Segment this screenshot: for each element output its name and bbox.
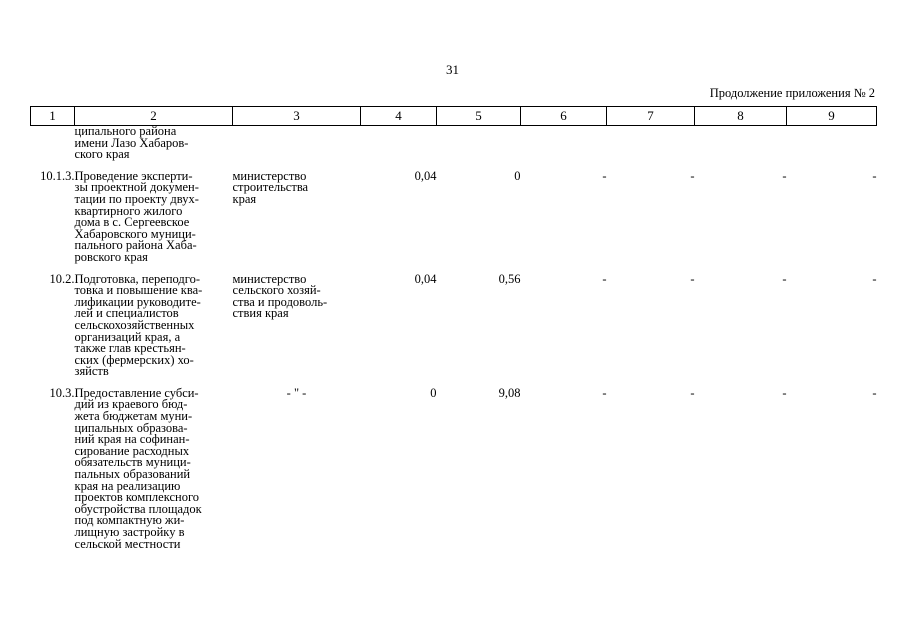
- table-row: [31, 378, 877, 550]
- executor-line: министерство: [232, 168, 307, 183]
- row-description: [75, 161, 233, 264]
- row-executor: [233, 161, 361, 264]
- value-6: -: [602, 168, 607, 183]
- value-8: -: [782, 168, 787, 183]
- description-line: сельской местности: [74, 536, 181, 551]
- executor-line: строительства: [232, 180, 309, 195]
- value-7: -: [690, 385, 695, 400]
- value-9: -: [872, 168, 877, 183]
- value-4: [361, 126, 437, 161]
- column-header-7: 7: [607, 107, 695, 126]
- description-line: Проведение эксперти-: [74, 168, 193, 183]
- row-number: 10.2.: [49, 271, 75, 286]
- description-line: Подготовка, переподго-: [74, 271, 201, 286]
- value-9: -: [872, 271, 877, 286]
- description-line: лификации руководите-: [74, 294, 201, 309]
- value-5: 9,08: [498, 385, 521, 400]
- description-line: обязательств муници-: [74, 455, 191, 470]
- row-number: 10.3.: [49, 385, 75, 400]
- column-header-4: 4: [361, 107, 437, 126]
- value-4: 0,04: [414, 271, 437, 286]
- appendix-table: [30, 106, 877, 550]
- description-line: также глав крестьян-: [74, 341, 186, 356]
- description-line: пального района Хаба-: [74, 238, 197, 253]
- value-5: 0: [514, 168, 521, 183]
- value-7: -: [690, 271, 695, 286]
- description-line: лей и специалистов: [74, 306, 179, 321]
- table-row: [31, 161, 877, 264]
- description-line: ний края на софинан-: [74, 432, 190, 447]
- executor-line: ствия края: [232, 306, 289, 321]
- description-line: ципального района: [74, 124, 177, 138]
- description-line: квартирного жилого: [74, 203, 183, 218]
- description-line: товка и повышение ква-: [74, 283, 203, 298]
- value-4: 0: [430, 385, 437, 400]
- description-line: сельскохозяйственных: [74, 317, 195, 332]
- value-8: [695, 126, 787, 161]
- table-row: [31, 126, 877, 161]
- description-line: ровского края: [74, 249, 148, 264]
- row-executor: [233, 378, 361, 550]
- table-body: [31, 126, 877, 551]
- description-line: зяйств: [74, 364, 109, 379]
- description-line: Хабаровского муници-: [74, 226, 196, 241]
- header-row: [31, 107, 877, 126]
- column-header-3: 3: [233, 107, 361, 126]
- executor-line: - " -: [286, 385, 307, 400]
- table-row: [31, 264, 877, 378]
- column-header-5: 5: [437, 107, 521, 126]
- executor-line: края: [232, 191, 257, 206]
- value-4: 0,04: [414, 168, 437, 183]
- description-line: обустройства площадок: [74, 501, 202, 516]
- row-number: 10.1.3.: [40, 168, 75, 183]
- description-line: организаций края, а: [74, 329, 181, 344]
- description-line: жета бюджетам муни-: [74, 409, 193, 424]
- description-line: ского края: [74, 147, 130, 162]
- row-executor: [233, 126, 361, 161]
- value-5: 0,56: [498, 271, 521, 286]
- description-line: зы проектной докумен-: [74, 180, 199, 195]
- row-description: [75, 264, 233, 378]
- value-6: -: [602, 385, 607, 400]
- row-description: [75, 126, 233, 161]
- description-line: пальных образований: [74, 467, 191, 482]
- row-number: [31, 126, 75, 161]
- executor-line: ства и продоволь-: [232, 294, 328, 309]
- row-executor: [233, 264, 361, 378]
- description-line: Предоставление субси-: [74, 385, 199, 400]
- value-7: -: [690, 168, 695, 183]
- value-7: [607, 126, 695, 161]
- value-9: -: [872, 385, 877, 400]
- column-header-1: 1: [31, 107, 75, 126]
- appendix-note: Продолжение приложения № 2: [709, 86, 875, 100]
- executor-line: сельского хозяй-: [232, 283, 321, 298]
- description-line: под компактную жи-: [74, 513, 185, 528]
- description-line: дий из краевого бюд-: [74, 397, 188, 412]
- executor-line: министерство: [232, 271, 307, 286]
- description-line: дома в с. Сергеевское: [74, 215, 190, 230]
- value-6: -: [602, 271, 607, 286]
- description-line: края на реализацию: [74, 478, 181, 493]
- value-6: [521, 126, 607, 161]
- description-line: имени Лазо Хабаров-: [74, 135, 189, 150]
- column-header-6: 6: [521, 107, 607, 126]
- description-line: проектов комплексного: [74, 490, 200, 505]
- row-description: [75, 378, 233, 550]
- description-line: ципальных образова-: [74, 420, 188, 435]
- description-line: сирование расходных: [74, 443, 190, 458]
- column-header-9: 9: [787, 107, 877, 126]
- value-8: -: [782, 385, 787, 400]
- value-8: -: [782, 271, 787, 286]
- description-line: тации по проекту двух-: [74, 191, 199, 206]
- description-line: ских (фермерских) хо-: [74, 352, 194, 367]
- description-line: лищную застройку в: [74, 525, 185, 539]
- value-9: [787, 126, 877, 161]
- column-header-8: 8: [695, 107, 787, 126]
- column-header-2: 2: [75, 107, 233, 126]
- page-number: 31: [446, 62, 459, 77]
- value-5: [437, 126, 521, 161]
